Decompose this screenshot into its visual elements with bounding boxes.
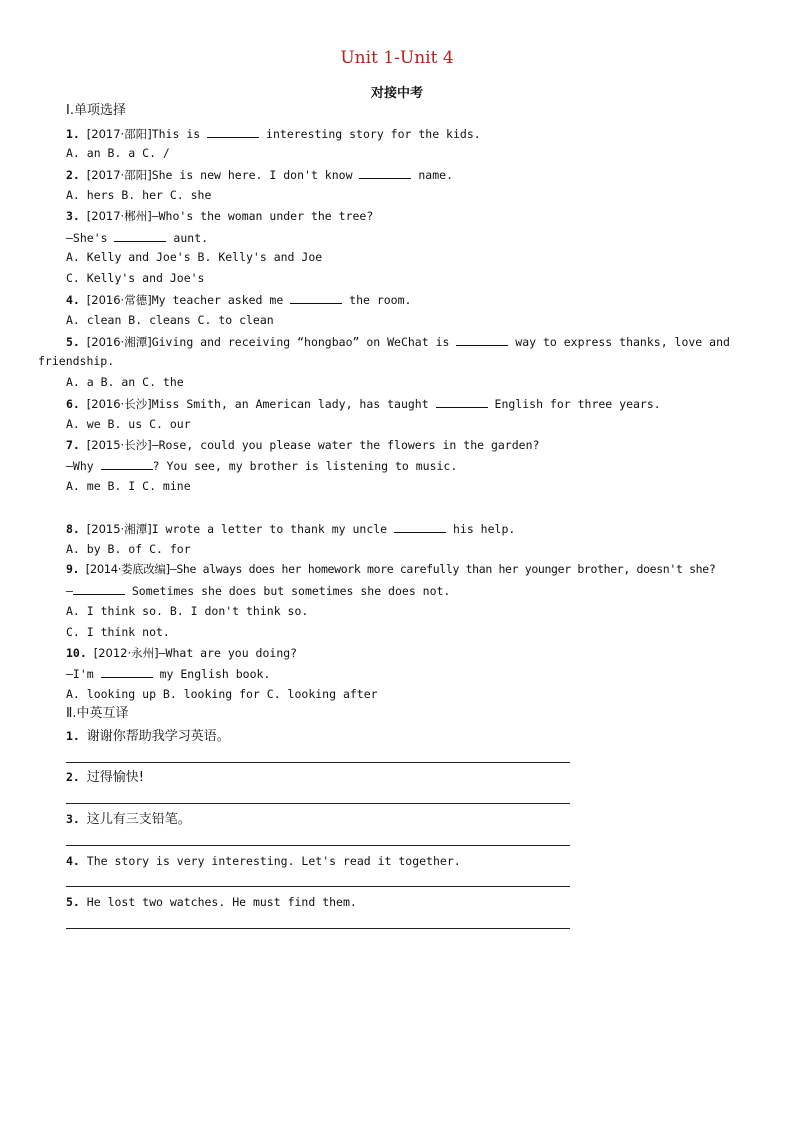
answer-blank — [456, 334, 508, 346]
answer-line-5[interactable] — [66, 928, 570, 929]
question-5-cont: friendship. — [38, 354, 115, 368]
question-6: 6. [2016·长沙]Miss Smith, an American lady, has taught English for three years. — [66, 397, 661, 411]
question-9: 9. [2014·娄底改编]—She always does her homework more carefully than her younger brother, doesn't she? — [66, 562, 716, 576]
answer-blank — [207, 126, 259, 138]
page-title: Unit 1-Unit 4 — [340, 48, 454, 68]
page-subtitle: 对接中考 — [370, 86, 423, 101]
answer-line-3[interactable] — [66, 845, 570, 846]
answer-blank — [436, 396, 488, 408]
question-10: 10. [2012·永州]—What are you doing? — [66, 646, 298, 660]
translation-1: 1. 谢谢你帮助我学习英语。 — [66, 729, 230, 744]
question-7: 7. [2015·长沙]—Rose, could you please water the flowers in the garden? — [66, 438, 540, 452]
question-8: 8. [2015·湘潭]I wrote a letter to thank my uncle his help. — [66, 522, 516, 536]
answer-blank — [359, 167, 411, 179]
translation-2: 2. 过得愉快! — [66, 770, 145, 785]
question-9-line2: — Sometimes she does but sometimes she does not. — [66, 584, 451, 598]
question-9-options-1: A. I think so. B. I don't think so. — [66, 604, 309, 618]
question-7-line2: —Why ? You see, my brother is listening to music. — [66, 459, 458, 473]
answer-blank — [394, 521, 446, 533]
answer-blank — [114, 230, 166, 242]
question-6-options: A. we B. us C. our — [66, 417, 191, 431]
question-2-options: A. hers B. her C. she — [66, 188, 212, 202]
answer-line-4[interactable] — [66, 886, 570, 887]
question-10-line2: —I'm my English book. — [66, 667, 271, 681]
question-3-line2: —She's aunt. — [66, 231, 209, 245]
answer-line-2[interactable] — [66, 803, 570, 804]
section-heading-multiple-choice: Ⅰ.单项选择 — [66, 103, 126, 118]
answer-blank — [290, 292, 342, 304]
section-heading-translation: Ⅱ.中英互译 — [66, 706, 129, 721]
question-3: 3. [2017·郴州]—Who's the woman under the tree? — [66, 209, 374, 223]
answer-blank — [101, 458, 153, 470]
question-9-options-2: C. I think not. — [66, 625, 170, 639]
question-3-options-1: A. Kelly and Joe's B. Kelly's and Joe — [66, 250, 323, 264]
answer-line-1[interactable] — [66, 762, 570, 763]
question-7-options: A. me B. I C. mine — [66, 479, 191, 493]
translation-5: 5. He lost two watches. He must find them. — [66, 895, 357, 909]
question-8-options: A. by B. of C. for — [66, 542, 191, 556]
question-2: 2. [2017·邵阳]She is new here. I don't know name. — [66, 168, 453, 182]
question-4: 4. [2016·常德]My teacher asked me the room. — [66, 293, 412, 307]
question-3-options-2: C. Kelly's and Joe's — [66, 271, 205, 285]
question-10-options: A. looking up B. looking for C. looking after — [66, 687, 378, 701]
question-5: 5. [2016·湘潭]Giving and receiving “hongbao” on WeChat is way to express thanks, love and — [66, 335, 730, 349]
question-5-options: A. a B. an C. the — [66, 375, 184, 389]
answer-blank — [101, 666, 153, 678]
question-4-options: A. clean B. cleans C. to clean — [66, 313, 274, 327]
translation-4: 4. The story is very interesting. Let's read it together. — [66, 854, 461, 868]
answer-blank — [73, 583, 125, 595]
translation-3: 3. 这儿有三支铅笔。 — [66, 812, 191, 827]
question-1-options: A. an B. a C. / — [66, 146, 170, 160]
question-1: 1. [2017·邵阳]This is interesting story for the kids. — [66, 127, 481, 141]
